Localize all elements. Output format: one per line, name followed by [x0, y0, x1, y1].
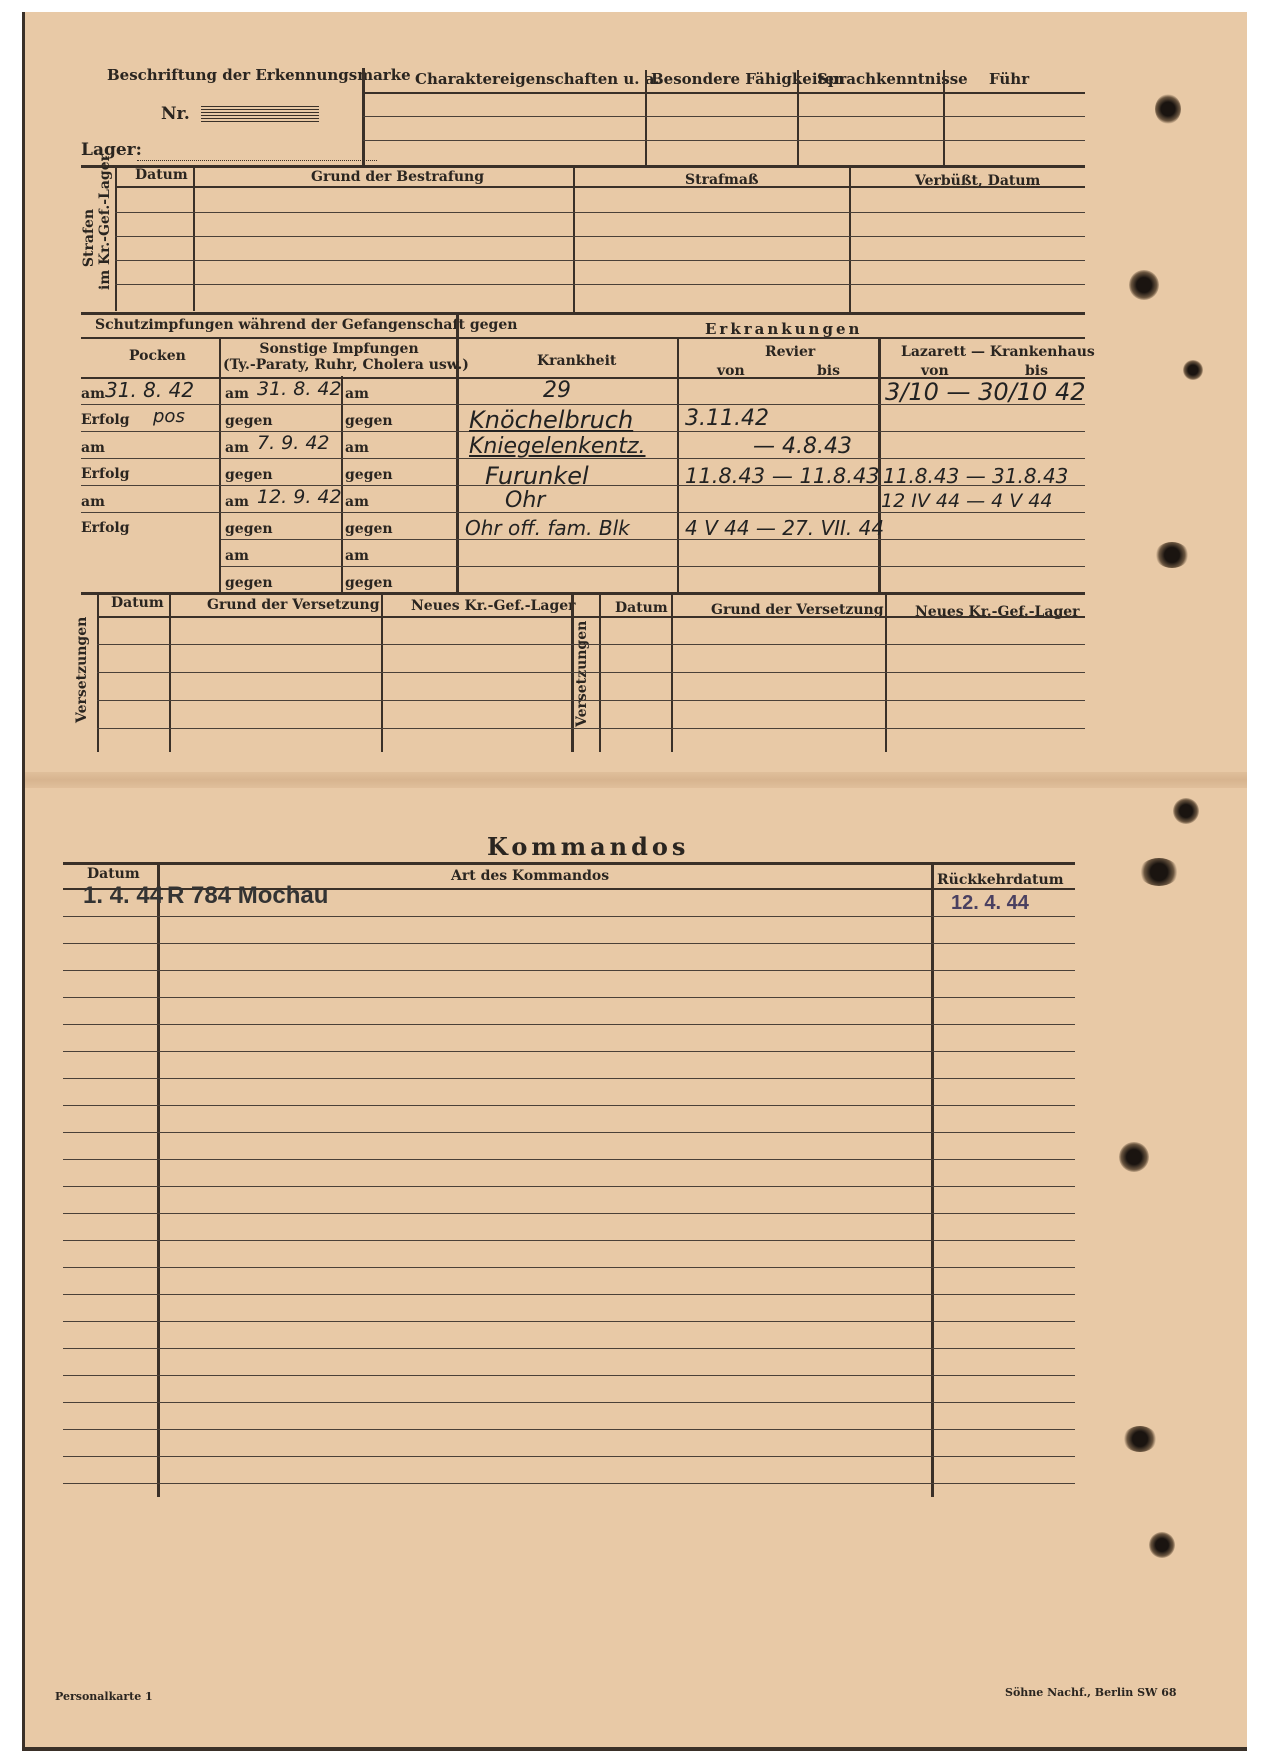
personalkarte-page	[22, 12, 1247, 1751]
erkrankung-4-krankheit: Furunkel	[485, 462, 589, 490]
kommando-entry-art: R 784 Mochau	[167, 882, 329, 909]
krankheit-header: Krankheit	[537, 353, 617, 369]
erkrankung-1-lazarett: 3/10 — 30/10 42	[885, 378, 1086, 406]
versetzungen-side-label-right: Versetzungen	[574, 620, 590, 727]
lager-label: Lager:	[81, 140, 142, 160]
erkrankung-5-krankheit: Ohr	[505, 488, 546, 513]
strafen-verbuesst-header: Verbüßt, Datum	[915, 173, 1041, 189]
pocken-erfolg-value: pos	[153, 406, 185, 427]
versetzung-neues-left: Neues Kr.-Gef.-Lager	[411, 598, 576, 614]
pocken-date: 31. 8. 42	[105, 378, 195, 402]
sonstige-date-1: 31. 8. 42	[257, 378, 342, 400]
pocken-erfolg-3: Erfolg	[81, 520, 130, 536]
punch-hole	[1183, 360, 1203, 380]
erkrankung-4-lazarett: 11.8.43 — 31.8.43	[883, 464, 1069, 488]
pocken-am-2: am	[81, 440, 105, 456]
sonstige-am-4a: am	[225, 548, 249, 564]
sonstige-gegen-2a: gegen	[225, 467, 273, 483]
erkrankung-3-krankheit: Kniegelenkentz.	[469, 434, 646, 459]
lazarett-bis: bis	[1025, 363, 1048, 379]
sonstige-date-3: 12. 9. 42	[257, 486, 342, 508]
sonstige-gegen-4b: gegen	[345, 575, 393, 591]
pocken-am-1: am	[81, 386, 105, 402]
strafen-grund-header: Grund der Bestrafung	[311, 169, 485, 185]
kommando-rueckkehr-header: Rückkehrdatum	[937, 872, 1064, 888]
strafen-side-label	[81, 153, 113, 290]
revier-von: von	[717, 363, 745, 379]
fuehrung-label: Führ	[989, 70, 1030, 88]
sonstige-am-3b: am	[345, 494, 369, 510]
punch-hole	[1155, 542, 1189, 568]
sonstige-am-2b: am	[345, 440, 369, 456]
pocken-erfolg-1: Erfolg	[81, 412, 130, 428]
erkrankung-6-krankheit: Ohr off. fam. Blk	[465, 516, 630, 540]
footer-left: Personalkarte 1	[55, 1690, 153, 1703]
pocken-erfolg-2: Erfolg	[81, 466, 130, 482]
versetzungen-side-label-left: Versetzungen	[74, 616, 90, 723]
kommando-entry-rueckkehr: 12. 4. 44	[951, 892, 1029, 914]
nr-label: Nr.	[161, 104, 190, 124]
versetzung-grund-left: Grund der Versetzung	[207, 597, 380, 613]
charakter-label: Charaktereigenschaften u. a.	[415, 70, 660, 88]
strafen-side-label-2: im Kr.-Gef.-Lager	[97, 153, 113, 290]
sonstige-gegen-3b: gegen	[345, 521, 393, 537]
versetzung-grund-right: Grund der Versetzung	[711, 602, 884, 618]
lazarett-von: von	[921, 363, 949, 379]
kommando-entry-datum: 1. 4. 44	[83, 882, 164, 909]
erkrankung-2-revier: 3.11.42	[685, 406, 769, 431]
punch-hole	[1155, 94, 1181, 124]
versetzung-neues-right: Neues Kr.-Gef.-Lager	[915, 604, 1080, 620]
footer-right: Söhne Nachf., Berlin SW 68	[1005, 1686, 1177, 1699]
sonstige-gegen-2b: gegen	[345, 467, 393, 483]
versetzung-datum-left: Datum	[111, 595, 164, 611]
punch-hole	[1129, 270, 1159, 300]
sonstige-am-2a: am	[225, 440, 249, 456]
strafen-datum-header: Datum	[135, 167, 188, 183]
sonstige-am-3a: am	[225, 494, 249, 510]
nr-redacted	[201, 106, 319, 124]
kommando-art-header: Art des Kommandos	[451, 868, 610, 884]
revier-bis: bis	[817, 363, 840, 379]
kommando-datum-header: Datum	[87, 866, 140, 882]
erkrankung-5-lazarett: 12 IV 44 — 4 V 44	[881, 490, 1053, 512]
sprachkenntnisse-label: Sprachkenntnisse	[817, 70, 968, 88]
erkrankung-6-revier: 4 V 44 — 27. VII. 44	[685, 516, 885, 540]
versetzung-datum-right: Datum	[615, 600, 668, 616]
lager-dotted-line	[137, 160, 377, 161]
punch-hole	[1139, 858, 1179, 886]
erkrankung-1-krankheit: 29	[543, 378, 571, 403]
pocken-am-3: am	[81, 494, 105, 510]
erkennungsmarke-label: Beschriftung der Erkennungsmarke	[107, 66, 411, 84]
sonstige-gegen-4a: gegen	[225, 575, 273, 591]
sonstige-gegen-1b: gegen	[345, 413, 393, 429]
strafen-side-label-1: Strafen	[81, 208, 97, 268]
erkrankung-3-revier: — 4.8.43	[753, 434, 852, 459]
sonstige-header-1: Sonstige Impfungen	[259, 341, 419, 357]
sonstige-date-2: 7. 9. 42	[257, 432, 330, 454]
pocken-header: Pocken	[129, 348, 186, 364]
punch-hole	[1123, 1426, 1157, 1452]
erkrankung-2-krankheit: Knöchelbruch	[469, 406, 634, 434]
lazarett-header: Lazarett — Krankenhaus	[901, 344, 1095, 360]
erkrankungen-title: Erkrankungen	[705, 320, 863, 338]
kommandos-title: Kommandos	[487, 832, 690, 861]
fold-crease	[25, 772, 1247, 788]
impfungen-title: Schutzimpfungen während der Gefangenschaft gegen	[95, 317, 518, 333]
erkrankung-4-revier: 11.8.43 — 11.8.43	[685, 464, 880, 488]
sonstige-am-1b: am	[345, 386, 369, 402]
punch-hole	[1119, 1142, 1149, 1172]
sonstige-header-2: (Ty.-Paraty, Ruhr, Cholera usw.)	[223, 357, 469, 373]
revier-header: Revier	[765, 344, 816, 360]
sonstige-gegen-3a: gegen	[225, 521, 273, 537]
faehigkeiten-label: Besondere Fähigkeiten	[651, 70, 845, 88]
sonstige-gegen-1a: gegen	[225, 413, 273, 429]
strafen-strafmass-header: Strafmaß	[685, 172, 759, 188]
sonstige-am-4b: am	[345, 548, 369, 564]
punch-hole	[1173, 798, 1199, 824]
punch-hole	[1149, 1532, 1175, 1558]
sonstige-am-1a: am	[225, 386, 249, 402]
